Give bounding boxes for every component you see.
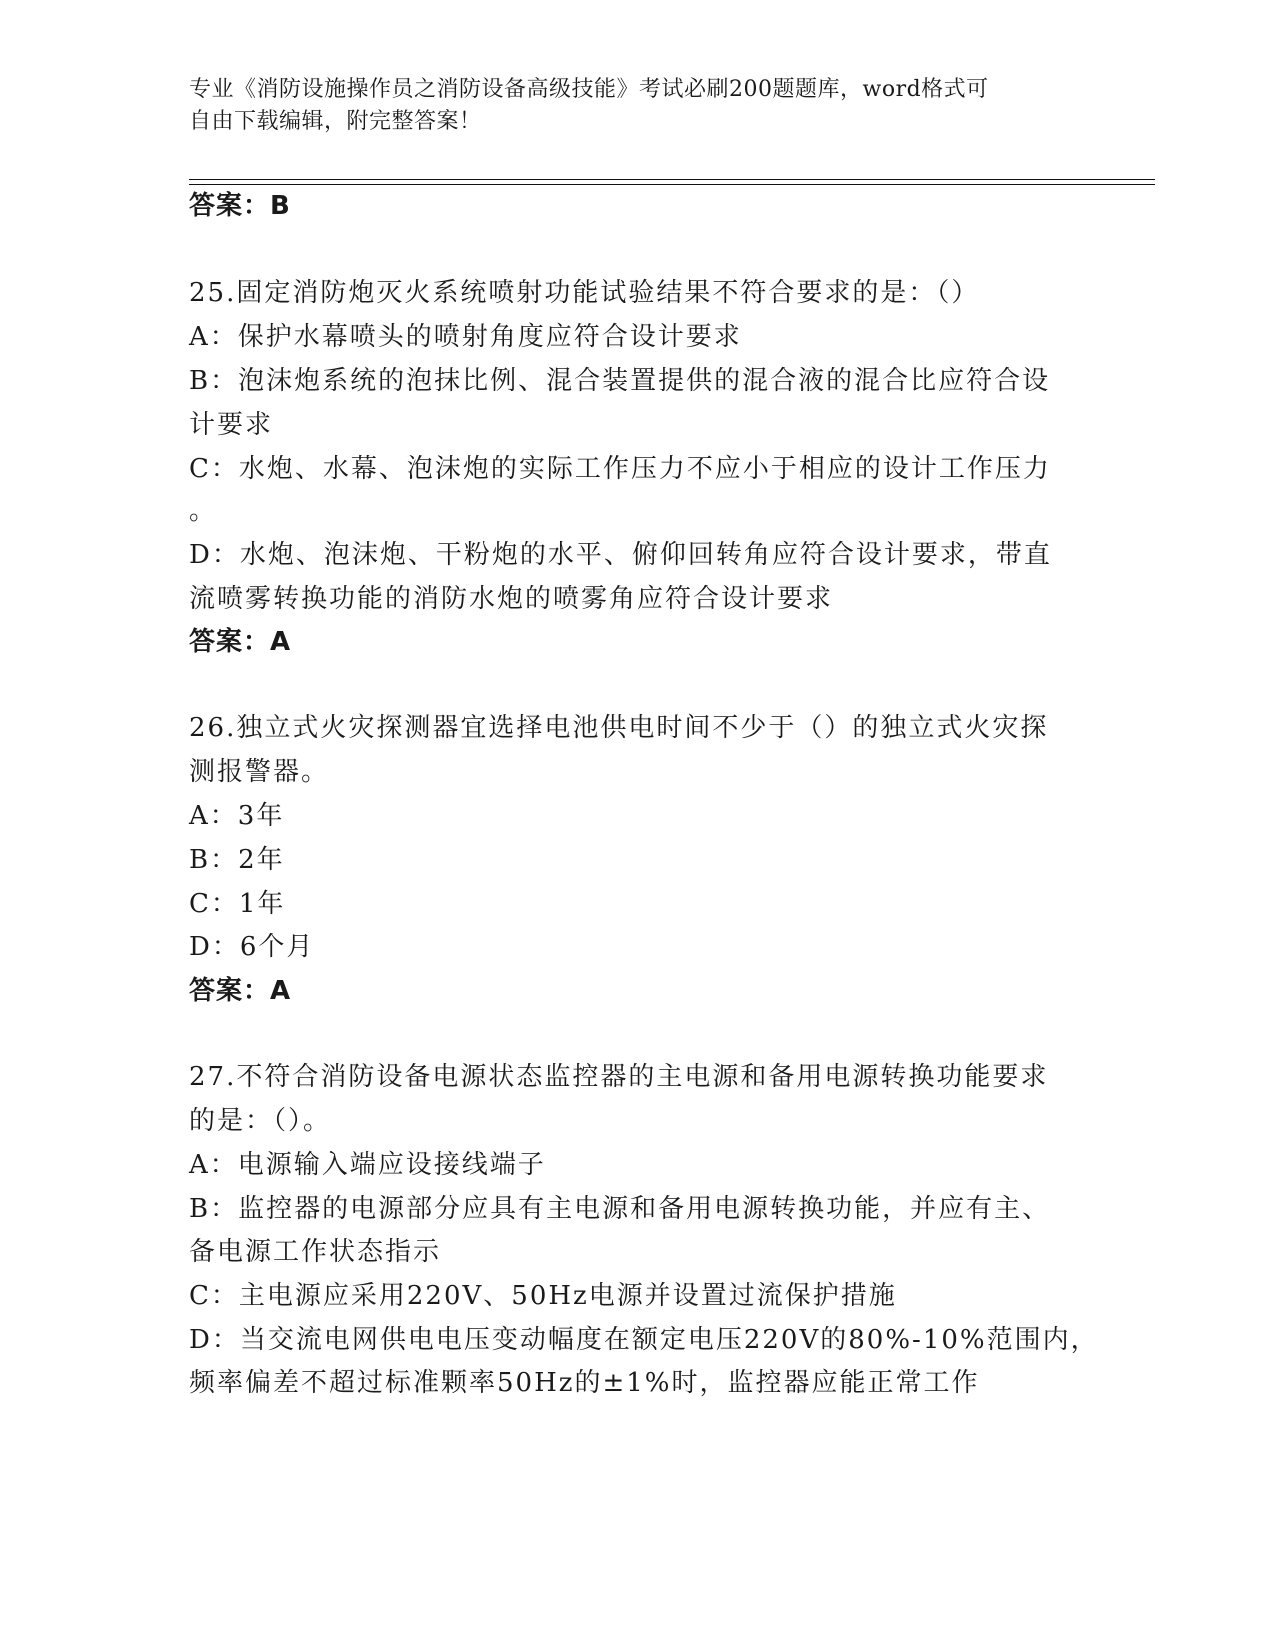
- option-d: D：6个月: [189, 932, 315, 962]
- question-text-continued: 的是：（）。: [189, 1106, 332, 1136]
- header-divider-bottom: [189, 184, 1155, 185]
- answer-label: 答案：A: [189, 627, 292, 657]
- question-text-continued: 测报警器。: [189, 757, 330, 787]
- option-c: C：主电源应采用220V、50Hz电源并设置过流保护措施: [189, 1281, 897, 1311]
- previous-answer: 答案：B: [189, 191, 291, 221]
- header-line-2: 自由下载编辑，附完整答案！: [189, 109, 482, 134]
- question-text: 26.独立式火灾探测器宜选择电池供电时间不少于（）的独立式火灾探: [189, 713, 1049, 743]
- header-divider-top: [189, 179, 1155, 180]
- option-a: A：保护水幕喷头的喷射角度应符合设计要求: [189, 322, 742, 352]
- question-text: 25.固定消防炮灭火系统喷射功能试验结果不符合要求的是：（）: [189, 278, 980, 308]
- option-c-continued: 。: [189, 496, 218, 526]
- option-b-continued: 计要求: [189, 410, 274, 440]
- option-a: A：电源输入端应设接线端子: [189, 1150, 546, 1180]
- document-header: [189, 74, 1079, 138]
- header-line-1: 专业《消防设施操作员之消防设备高级技能》考试必刷200题题库，word格式可: [189, 77, 989, 102]
- option-b: B：监控器的电源部分应具有主电源和备用电源转换功能，并应有主、: [189, 1194, 1051, 1224]
- option-a: A：3年: [189, 801, 285, 831]
- option-d: D：水炮、泡沫炮、干粉炮的水平、俯仰回转角应符合设计要求，带直: [189, 540, 1052, 570]
- option-b-continued: 备电源工作状态指示: [189, 1237, 442, 1267]
- option-d-continued: 频率偏差不超过标准颗率50Hz的±1%时，监控器应能正常工作: [189, 1368, 980, 1398]
- question-text: 27.不符合消防设备电源状态监控器的主电源和备用电源转换功能要求: [189, 1062, 1049, 1092]
- option-c: C：水炮、水幕、泡沫炮的实际工作压力不应小于相应的设计工作压力: [189, 454, 1051, 484]
- option-c: C：1年: [189, 889, 286, 919]
- option-d: D：当交流电网供电电压变动幅度在额定电压220V的80%-10%范围内，: [189, 1325, 1099, 1355]
- option-d-continued: 流喷雾转换功能的消防水炮的喷雾角应符合设计要求: [189, 584, 834, 614]
- option-b: B：2年: [189, 845, 285, 875]
- option-b: B：泡沫炮系统的泡抹比例、混合装置提供的混合液的混合比应符合设: [189, 366, 1051, 396]
- answer-label: 答案：A: [189, 976, 292, 1006]
